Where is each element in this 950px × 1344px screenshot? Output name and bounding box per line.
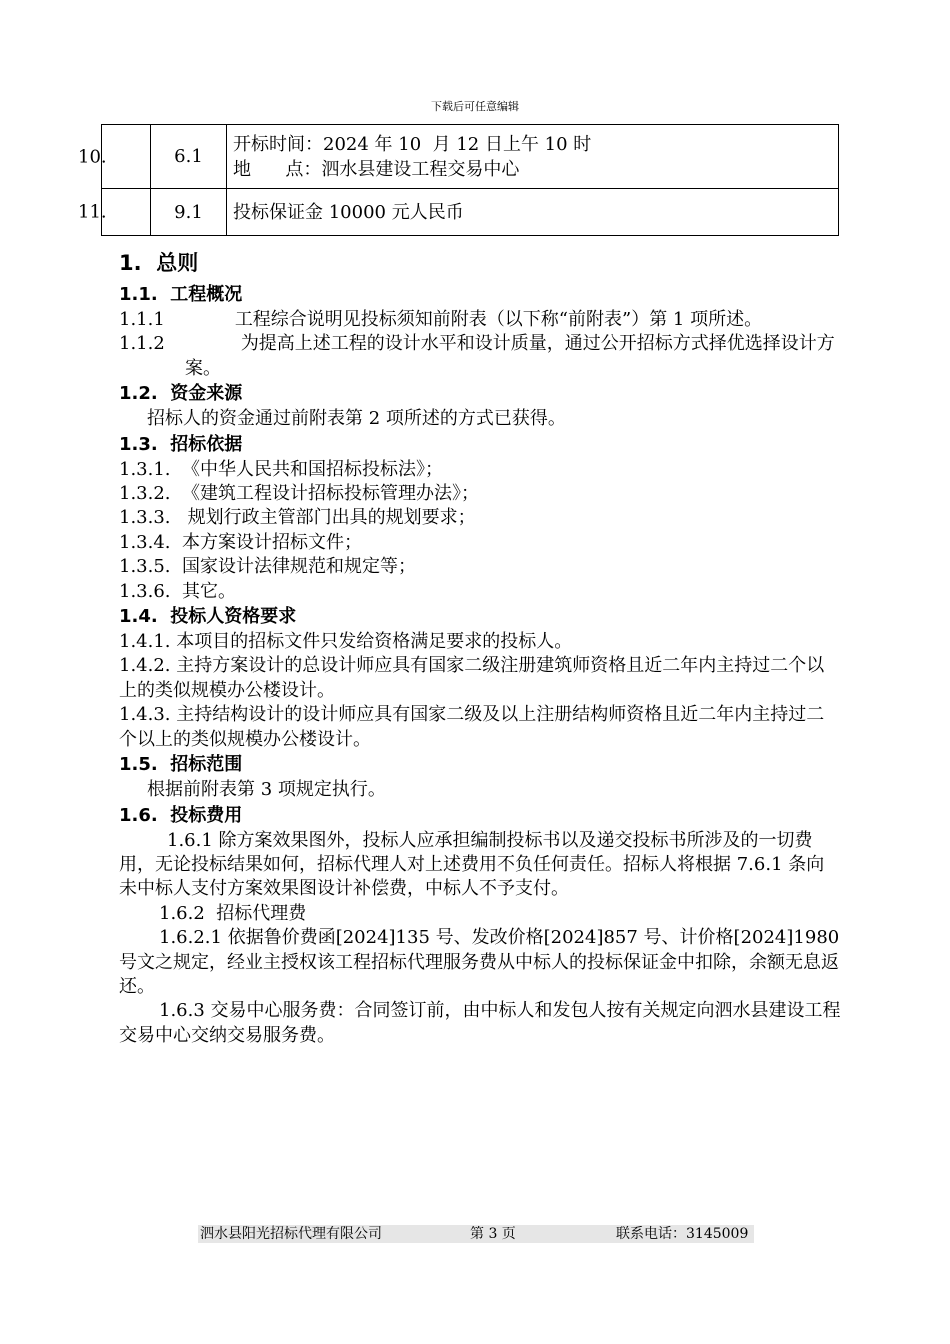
paragraph: 1.6.1 除方案效果图外，投标人应承担编制投标书以及递交投标书所涉及的一切费用，无论投标结果如何，招标代理人对上述费用不负任何责任。招标人将根据 7.6.1 条向未中标人支付方案效果图设计补偿费，中标人不予支付。 (119, 829, 825, 900)
clause-number: 1.1.2 (119, 333, 165, 355)
tender-info-table (78, 124, 839, 236)
subsection-heading: 1.3. 招标依据 (119, 433, 243, 455)
list-item: 1.4.3. 主持结构设计的设计师应具有国家二级及以上注册结构师资格且近二年内主持过二个以上的类似规模办公楼设计。 (119, 704, 825, 750)
opening-location-text: 地 点：泗水县建设工程交易中心 (233, 158, 520, 180)
paragraph: 招标人的资金通过前附表第 2 项所述的方式已获得。 (147, 408, 566, 430)
section-heading: 1. 总则 (119, 251, 199, 275)
list-item: 1.3.2. 《建筑工程设计招标投标管理办法》； (119, 483, 479, 505)
table-row (102, 125, 839, 189)
row-number: 10. (78, 146, 107, 167)
paragraph: 1.6.3 交易中心服务费：合同签订前，由中标人和发包人按有关规定向泗水县建设工程交易中心交纳交易服务费。 (119, 1000, 841, 1046)
footer-page-number: 第 3 页 (470, 1226, 516, 1242)
opening-time-text: 开标时间：2024 年 10 月 12 日上午 10 时 (233, 133, 592, 155)
paragraph (119, 332, 841, 381)
list-item: 1.3.4. 本方案设计招标文件； (119, 531, 362, 553)
list-item: 1.4.2. 主持方案设计的总设计师应具有国家二级注册建筑师资格且近二年内主持过二个以上的类似规模办公楼设计。 (119, 655, 825, 701)
footer-company: 泗水县阳光招标代理有限公司 (200, 1226, 382, 1242)
clause-number: 6.1 (151, 125, 227, 189)
row-number: 11. (78, 201, 107, 223)
paragraph: 1.6.2.1 依据鲁价费函[2024]135 号、发改价格[2024]857 号、计价格[2024]1980 号文之规定，经业主授权该工程招标代理服务费从中标人的投标保证金中扣除，余额无息返还。 (119, 927, 840, 997)
subsection-heading: 1.6. 投标费用 (119, 804, 243, 826)
paragraph: 1.6.2 招标代理费 (159, 902, 307, 924)
bid-bond-text: 投标保证金 10000 元人民币 (227, 189, 839, 236)
footer-phone: 联系电话：3145009 (616, 1226, 749, 1242)
clause-number: 1.1.1 (119, 309, 165, 330)
clause-text: 为提高上述工程的设计水平和设计质量，通过公开招标方式择优选择设计方案。 (185, 333, 835, 379)
list-item: 1.3.3. 规划行政主管部门出具的规划要求； (119, 507, 476, 529)
list-item: 1.4.1. 本项目的招标文件只发给资格满足要求的投标人。 (119, 631, 573, 653)
list-item: 1.3.6. 其它。 (119, 580, 236, 602)
clause-text: 工程综合说明见投标须知前附表（以下称“前附表”）第 1 项所述。 (234, 309, 763, 330)
subsection-heading: 1.1. 工程概况 (119, 284, 243, 305)
document-body (119, 244, 841, 1048)
page-header-note: 下载后可任意编辑 (431, 100, 519, 113)
table-row (102, 189, 839, 236)
paragraph (119, 308, 841, 332)
list-item: 1.3.5. 国家设计法律规范和规定等； (119, 556, 416, 578)
page-footer (198, 1225, 754, 1243)
list-item: 1.3.1. 《中华人民共和国招标投标法》； (119, 458, 443, 480)
subsection-heading: 1.2. 资金来源 (119, 383, 243, 405)
clause-number: 9.1 (151, 189, 227, 236)
subsection-heading: 1.5. 招标范围 (119, 754, 243, 776)
paragraph: 根据前附表第 3 项规定执行。 (147, 779, 386, 801)
subsection-heading: 1.4. 投标人资格要求 (119, 606, 297, 628)
